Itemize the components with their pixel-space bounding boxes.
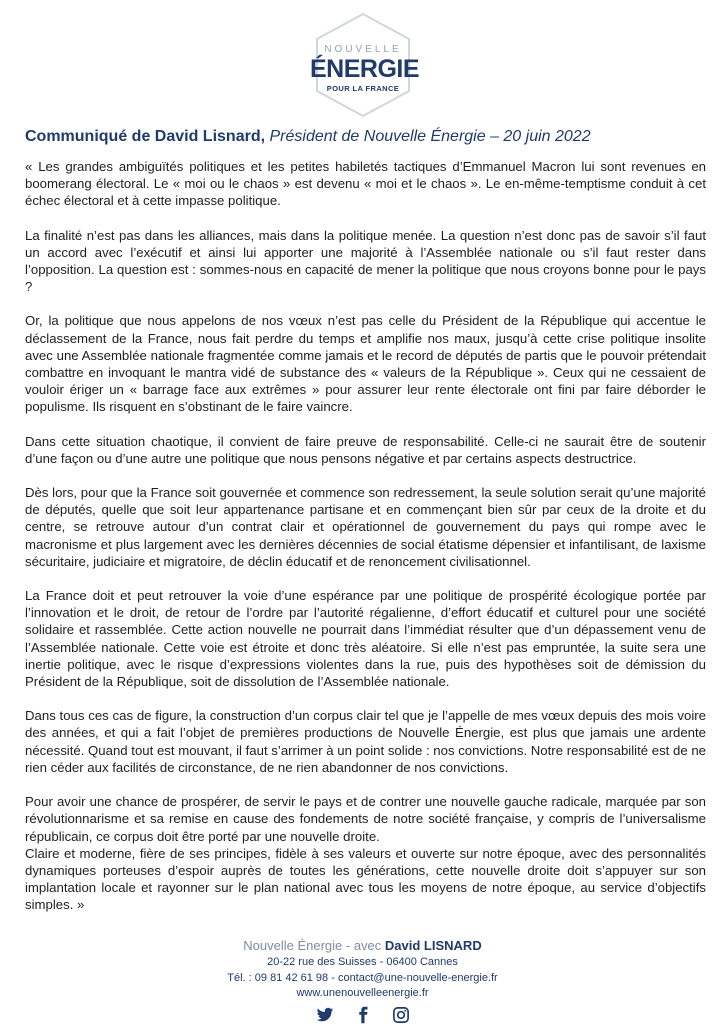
brand-logo: [310, 12, 420, 118]
paragraph: Dès lors, pour que la France soit gouvernée et commence son redressement, la seule solution serait qu’une majorité de députés, quelle que soit leur appartenance partisane et en commençant bien sûr par ceux de la droite et du centre, se retrouve autour d’un contrat clair et opérationnel de gouvernement du pays qui rompe avec le macronisme et plus largement avec les dernières décennies de social étatisme dépensier et infantilisant, de laxisme sécuritaire, judiciaire et migratoire, de déclin éducatif et de renoncement civilisationnel.: [25, 485, 706, 569]
paragraph: La finalité n’est pas dans les alliances, mais dans la politique menée. La question n’est donc pas de savoir s’il faut un accord avec l’exécutif et ainsi lui apporter une majorité à l’Assemblée nationale ou s’il faut rester dans l’opposition. La question est : sommes-nous en capacité de mener la politique que nous croyons bonne pour le pays ?: [25, 227, 706, 295]
communique-body: [25, 158, 706, 931]
footer-address: 20-22 rue des Suisses - 06400 Cannes: [267, 956, 458, 968]
paragraph: Claire et moderne, fière de ses principes, fidèle à ses valeurs et ouverte sur notre époque, avec des personnalités dynamiques porteuses d’espoir auprès de toutes les générations, cette nouvelle droite doit s’appuyer sur son implantation locale et rayonner sur le plan national avec tous les moyens de notre époque, au service d’objectifs simples. »: [25, 845, 706, 913]
logo-line-2: ÉNERGIE: [310, 55, 420, 83]
paragraph: Or, la politique que nous appelons de nos vœux n’est pas celle du Président de la République qui accentue le déclassement de la France, nous fait perdre du temps et amplifie nos maux, jusqu’à cette crise politique insolite avec une Assemblée nationale fragmentée comme jamais et le record de députés de partis que le pouvoir prétendait combattre en invoquant le mantra vidé de substance des « valeurs de la République ». Ceux qui ne cessaient de vouloir ériger un « barrage face aux extrêmes » pour assurer leur rente électorale ont fini par faire déborder le populisme. Ils risquent en s’obstinant de le faire vaincre.: [25, 313, 706, 415]
footer-website[interactable]: www.unenouvelleenergie.fr: [296, 987, 429, 999]
footer-name: David LISNARD: [384, 938, 482, 953]
paragraph: La France doit et peut retrouver la voie d’une espérance par une politique de prospérité écologique portée par l’innovation et le droit, de retour de l’ordre par l’autorité régalienne, d’effort éducatif et culturel pour une société solidaire et rassemblée. Cette action nouvelle ne pourrait dans l’immédiat résulter que d’un dépassement venu de l’Assemblée nationale. Cette voie est étroite et donc très aléatoire. Si elle n’est pas empruntée, la suite sera une inertie politique, avec le risque d’expressions violentes dans la rue, puis des hypothèses soit de démission du Président de la République, soit de dissolution de l’Assemblée nationale.: [25, 588, 706, 690]
paragraph: Dans tous ces cas de figure, la construction d’un corpus clair tel que je l’appelle de mes vœux depuis des mois voire des années, et qui a fait l’objet de premières productions de Nouvelle Énergie, est plus que jamais une ardente nécessité. Quand tout est mouvant, il faut s’arrimer à un point solide : nos convictions. Notre responsabilité est de ne rien céder aux facilités de circonstance, de ne rien abandonner de nos convictions.: [25, 708, 706, 775]
instagram-icon[interactable]: [392, 1006, 410, 1024]
footer: [0, 937, 725, 1024]
paragraph: Pour avoir une chance de prospérer, de servir le pays et de contrer une nouvelle gauche radicale, marquée par son révolutionnarisme et sa remise en cause des fondements de notre société française, y compris de l’universalisme républicain, ce corpus doit être porté par une nouvelle droite.: [25, 794, 706, 844]
logo-line-1: NOUVELLE: [324, 44, 402, 55]
footer-org-line: [0, 937, 725, 955]
title-sub: Président de Nouvelle Énergie – 20 juin 2022: [269, 128, 591, 145]
facebook-icon[interactable]: [354, 1006, 372, 1024]
paragraph: Dans cette situation chaotique, il convient de faire preuve de responsabilité. Celle-ci ne saurait être de soutenir d’une façon ou d’une autre une politique que nous pensons négative et par certains aspects destructrice.: [25, 433, 706, 466]
logo-line-3: POUR LA FRANCE: [326, 84, 400, 93]
footer-org: Nouvelle Énergie - avec: [243, 938, 382, 953]
page-title: [25, 128, 705, 146]
social-links: [0, 1006, 725, 1024]
paragraph: « Les grandes ambiguïtés politiques et les petites habiletés tactiques d’Emmanuel Macron lui sont revenues en boomerang électoral. Le « moi ou le chaos » est devenu « moi et le chaos ». Le en-même-temptisme conduit à cet échec électoral et à cette impasse politique.: [25, 159, 706, 209]
title-main: Communiqué de David Lisnard,: [25, 128, 266, 145]
twitter-icon[interactable]: [316, 1006, 334, 1024]
footer-contact[interactable]: Tél. : 09 81 42 61 98 - contact@une-nouvelle-energie.fr: [227, 971, 498, 984]
